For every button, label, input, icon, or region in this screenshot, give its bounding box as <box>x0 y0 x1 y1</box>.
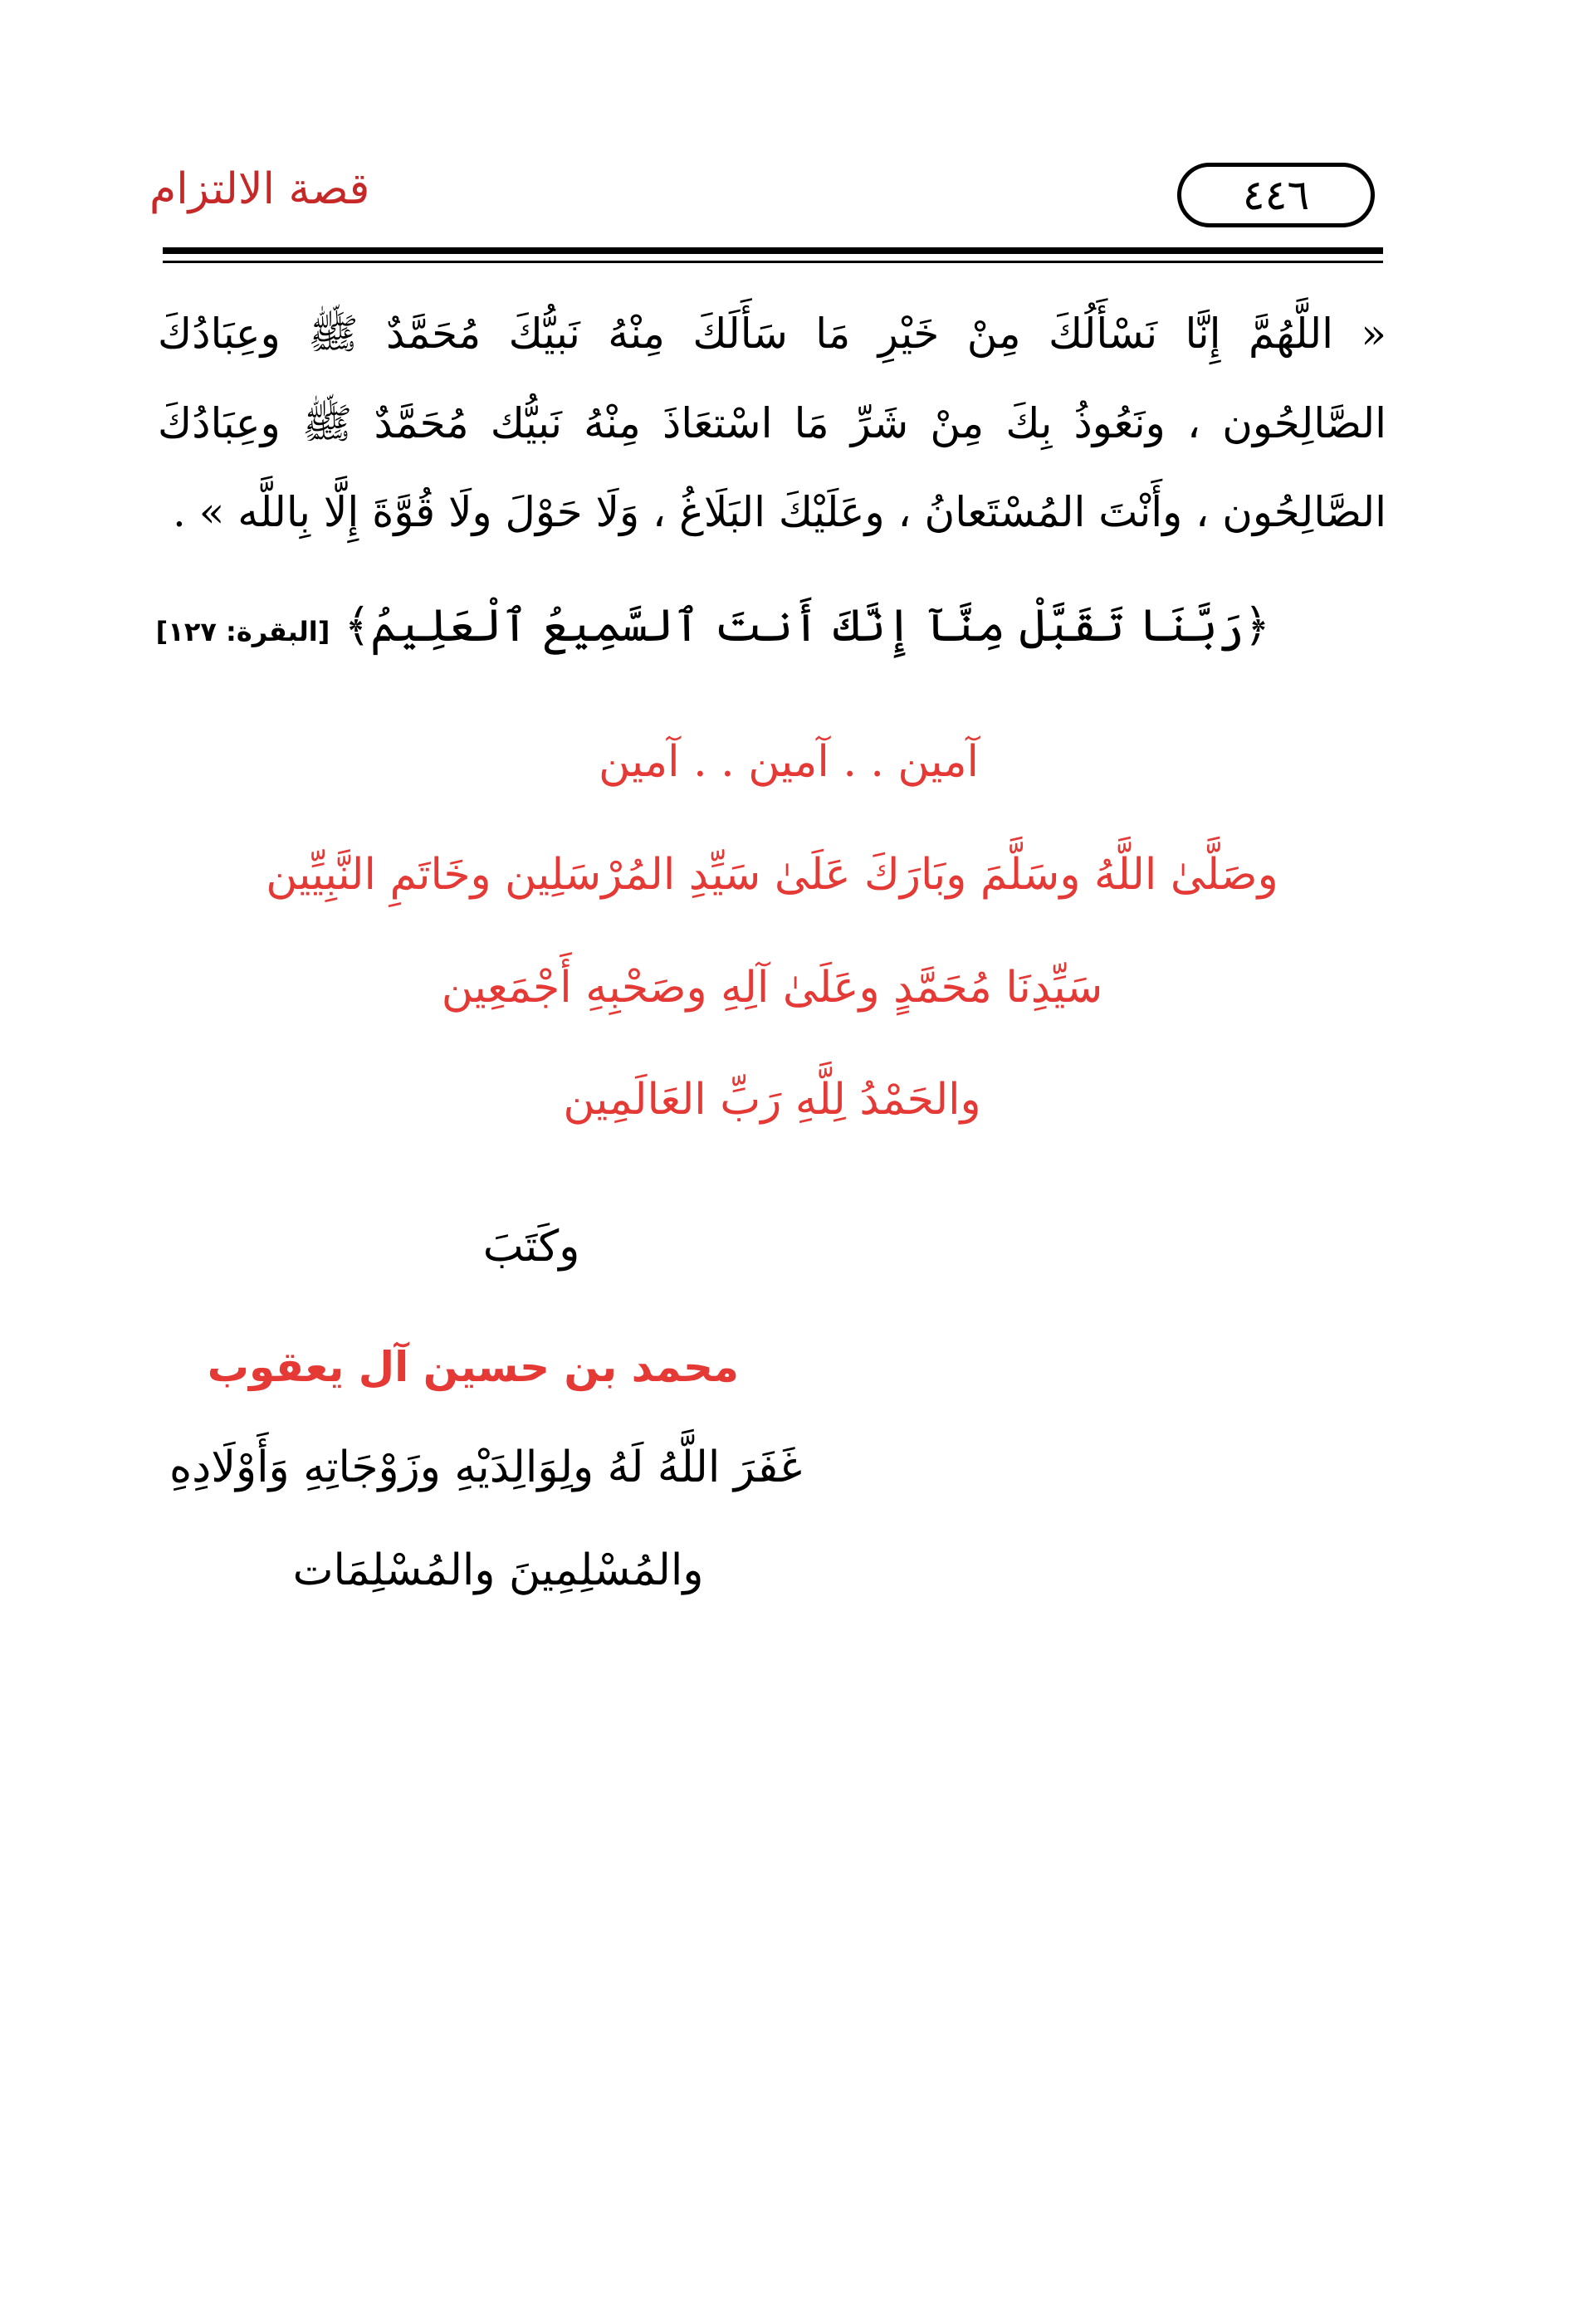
prayer-line-1: غَفَرَ اللَّهُ لَهُ ولِوَالِدَيْهِ وزَوْجَاتِهِ وَأَوْلَادِهِ <box>169 1443 803 1492</box>
dua-line-1: « اللَّهُمَّ إِنَّا نَسْأَلُكَ مِنْ خَيْرِ مَا سَأَلَكَ مِنْهُ نَبيُّكَ مُحَمَّدٌ ﷺ وعِبَادُكَ <box>158 310 1386 358</box>
page-number: ٤٤٦ <box>1242 171 1310 219</box>
page-number-badge <box>1177 163 1375 227</box>
amen-line: آمين . . آمين . . آمين <box>598 737 980 787</box>
prayer-line-2: والمُسْلِمِينَ والمُسْلِمَات <box>292 1545 704 1595</box>
header-rule-thin <box>163 261 1383 263</box>
header-rule-thick <box>163 247 1383 254</box>
verse-text: ﴿رَبَّنَا تَقَبَّلْ مِنَّآ إِنَّكَ أَنتَ ٱلسَّمِيعُ ٱلْعَلِيمُ﴾ <box>344 599 1270 652</box>
running-header-title: قصة الالتزام <box>149 164 370 214</box>
kataba-label: وكَتَبَ <box>482 1222 580 1272</box>
verse-reference: [البقرة: ١٢٧] <box>155 616 330 647</box>
sayyid-line: سَيِّدِنَا مُحَمَّدٍ وعَلَىٰ آلِهِ وصَحْبِهِ أَجْمَعِين <box>441 963 1103 1013</box>
quran-verse <box>155 599 1270 652</box>
salla-line: وصَلَّىٰ اللَّهُ وسَلَّمَ وبَارَكَ عَلَىٰ سَيِّدِ المُرْسَلِين وخَاتَمِ النَّبِيِّين <box>266 850 1278 900</box>
hamd-line: والحَمْدُ لِلَّهِ رَبِّ العَالَمِين <box>563 1075 981 1125</box>
dua-line-2: الصَّالِحُون ، ونَعُوذُ بِكَ مِنْ شَرِّ مَا اسْتعَاذَ مِنْهُ نَبيُّك مُحَمَّدٌ ﷺ وعِبَادُكَ <box>158 399 1386 447</box>
author-name: محمد بن حسين آل يعقوب <box>207 1343 739 1391</box>
dua-line-3: الصَّالِحُون ، وأَنْتَ المُسْتَعانُ ، وعَلَيْكَ البَلَاغُ ، وَلَا حَوْلَ ولَا قُوَّةَ إِلَّا بِاللَّه » . <box>172 488 1386 536</box>
